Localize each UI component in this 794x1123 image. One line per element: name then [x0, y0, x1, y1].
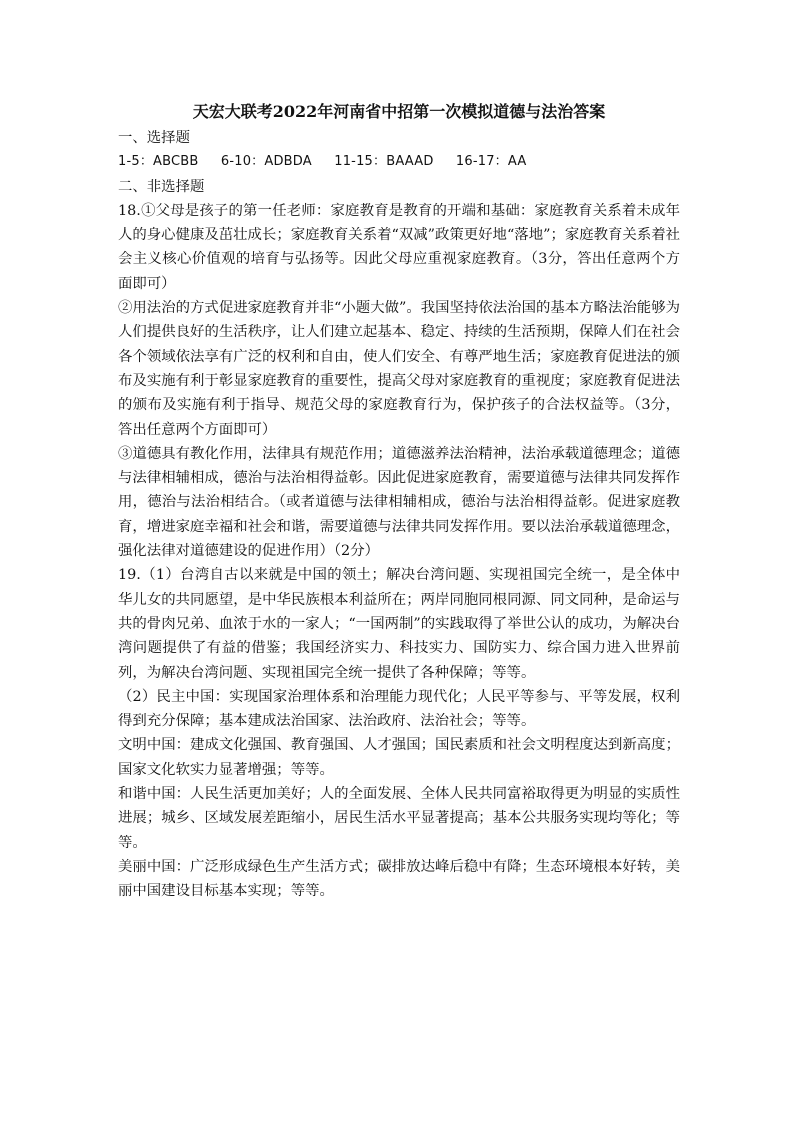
answer-group-4: 16-17：AA	[455, 154, 527, 170]
document-page	[118, 100, 680, 904]
answer-18-part-1: 18.①父母是孩子的第一任老师：家庭教育是教育的开端和基础：家庭教育关系着未成年人的身心健康及茁壮成长；家庭教育关系着“双减”政策更好地“落地”；家庭教育关系着社会主义核心价值观的培育与弘扬等。因此父母应重视家庭教育。（3分，答出任意两个方面即可）	[118, 202, 680, 292]
answer-group-2: 6-10：ADBDA	[220, 154, 312, 170]
choice-answers	[118, 150, 680, 174]
document-title: 天宏大联考2022年河南省中招第一次模拟道德与法治答案	[192, 102, 606, 121]
answer-19-part-2-democracy: （2）民主中国：实现国家治理体系和治理能力现代化；人民平等参与、平等发展，权利得到充分保障；基本建成法治国家、法治政府、法治社会；等等。	[118, 688, 680, 730]
section-1-heading: 一、选择题	[118, 130, 190, 146]
answer-19-part-1: 19.（1）台湾自古以来就是中国的领土；解决台湾问题、实现祖国完全统一，是全体中华儿女的共同愿望，是中华民族根本利益所在；两岸同胞同根同源、同文同种，是命运与共的骨肉兄弟、血浓于水的一家人；“一国两制”的实践取得了举世公认的成功，为解决台湾问题提供了有益的借鉴；我国经济实力、科技实力、国防实力、综合国力进入世界前列，为解决台湾问题、实现祖国完全统一提供了各种保障；等等。	[118, 567, 680, 681]
answer-18-part-2: ②用法治的方式促进家庭教育并非“小题大做”。我国坚持依法治国的基本方略法治能够为人们提供良好的生活秩序，让人们建立起基本、稳定、持续的生活预期，保障人们在社会各个领域依法享有广泛的权利和自由，使人们安全、有尊严地生活；家庭教育促进法的颁布及实施有利于彰显家庭教育的重要性，提高父母对家庭教育的重视度；家庭教育促进法的颁布及实施有利于指导、规范父母的家庭教育行为，保护孩子的合法权益等。（3分，答出任意两个方面即可）	[118, 300, 680, 438]
section-2-heading: 二、非选择题	[118, 178, 205, 195]
answer-19-part-2-civilization: 文明中国：建成文化强国、教育强国、人才强国；国民素质和社会文明程度达到新高度；国家文化软实力显著增强；等等。	[118, 737, 680, 778]
answer-group-3: 11-15：BAAAD	[334, 154, 434, 170]
answer-group-1: 1-5：ABCBB	[118, 154, 199, 170]
answer-19-part-2-beauty: 美丽中国：广泛形成绿色生产生活方式；碳排放达峰后稳中有降；生态环境根本好转，美丽中国建设目标基本实现；等等。	[118, 858, 680, 900]
answer-18-part-3: ③道德具有教化作用，法律具有规范作用；道德滋养法治精神，法治承载道德理念；道德与法律相辅相成，德治与法治相得益彰。因此促进家庭教育，需要道德与法律共同发挥作用，德治与法治相结合。（或者道德与法律相辅相成，德治与法治相得益彰。促进家庭教育，增进家庭幸福和社会和谐，需要道德与法律共同发挥作用。要以法治承载道德理念，强化法律对道德建设的促进作用）（2分）	[118, 445, 680, 560]
answer-19-part-2-harmony: 和谐中国：人民生活更加美好；人的全面发展、全体人民共同富裕取得更为明显的实质性进展；城乡、区域发展差距缩小，居民生活水平显著提高；基本公共服务实现均等化；等等。	[118, 786, 680, 851]
